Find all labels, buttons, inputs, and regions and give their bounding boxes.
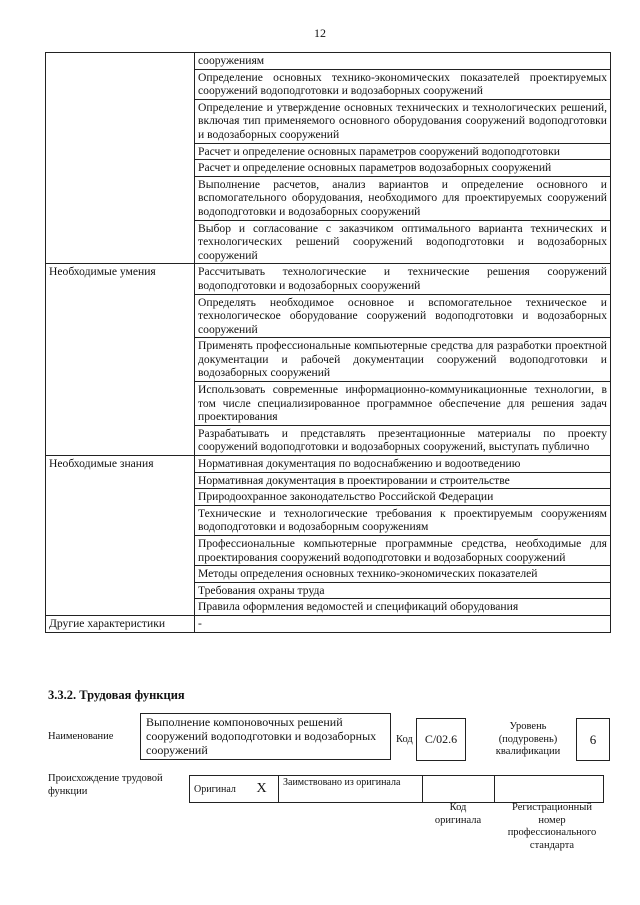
- page-number: 12: [314, 26, 326, 40]
- row-value: Рассчитывать технологические и технические решения сооружений водоподготовки и водозаборных сооружений: [195, 264, 611, 294]
- reg-number-label: Регистрационный номер профессионального стандарта: [507, 802, 597, 851]
- code-value: С/02.6: [416, 718, 466, 761]
- row-value: сооружениям: [195, 53, 611, 70]
- code-original-label: Код оригинала: [434, 802, 482, 826]
- row-label: Другие характеристики: [46, 615, 195, 632]
- row-value: Выполнение расчетов, анализ вариантов и определение основного и вспомогательного оборудования, необходимого для проектируемых сооружений водоподготовки и водозаборных сооружений: [195, 176, 611, 220]
- row-value: Технические и технологические требования к проектируемым сооружениям водоподготовки и водозаборным сооружениям: [195, 505, 611, 535]
- original-mark: X: [245, 776, 279, 803]
- row-label: [46, 53, 195, 264]
- section-title: 3.3.2. Трудовая функция: [48, 688, 185, 702]
- table-row: [46, 615, 611, 632]
- row-value: Правила оформления ведомостей и спецификаций оборудования: [195, 599, 611, 616]
- original-label: Оригинал: [190, 776, 246, 803]
- table-row: [46, 456, 611, 473]
- row-value: -: [195, 615, 611, 632]
- row-value: Определять необходимое основное и вспомогательное техническое и технологическое оборудование сооружений водоподготовки и водозаборных сооружений: [195, 294, 611, 338]
- name-label: Наименование: [48, 731, 114, 742]
- function-name: Выполнение компоновочных решений сооружений водоподготовки и водозаборных сооружений: [140, 713, 391, 760]
- code-label: Код: [396, 734, 413, 745]
- row-value: Выбор и согласование с заказчиком оптимального варианта технических и технологических решений сооружений водоподготовки и водозаборных сооружений: [195, 220, 611, 264]
- row-value: Нормативная документация по водоснабжению и водоотведению: [195, 456, 611, 473]
- origin-label: Происхождение трудовой функции: [48, 773, 163, 797]
- row-value: Методы определения основных технико-экономических показателей: [195, 566, 611, 583]
- row-value: Определение основных технико-экономических показателей проектируемых сооружений водоподготовки и водозаборных сооружений: [195, 69, 611, 99]
- row-value: Разрабатывать и представлять презентационные материалы по проекту сооружений водоподготовки и водозаборных сооружений, выступать публично: [195, 425, 611, 455]
- reg-number-cell: [495, 776, 604, 803]
- table-row: [46, 264, 611, 294]
- row-value: Природоохранное законодательство Российской Федерации: [195, 489, 611, 506]
- row-value: Требования охраны труда: [195, 582, 611, 599]
- row-value: Расчет и определение основных параметров водозаборных сооружений: [195, 160, 611, 177]
- row-value: Профессиональные компьютерные программные средства, необходимые для проектирования сооружений водоподготовки и водозаборных сооружений: [195, 536, 611, 566]
- row-value: Использовать современные информационно-коммуникационные технологии, в том числе специализированное программное обеспечение для решения задач проектирования: [195, 382, 611, 426]
- origin-table: [189, 775, 604, 803]
- table-row: [46, 53, 611, 70]
- row-value: Применять профессиональные компьютерные средства для разработки проектной документации и рабочей документации сооружений водоподготовки и водозаборных сооружений: [195, 338, 611, 382]
- row-label: Необходимые умения: [46, 264, 195, 456]
- row-label: Необходимые знания: [46, 456, 195, 616]
- level-value: 6: [576, 718, 610, 761]
- row-value: Нормативная документация в проектировании и строительстве: [195, 472, 611, 489]
- level-label: Уровень (подуровень) квалификации: [495, 721, 561, 757]
- borrowed-label: Заимствовано из оригинала: [279, 776, 423, 803]
- row-value: Расчет и определение основных параметров сооружений водоподготовки: [195, 143, 611, 160]
- code-original-cell: [423, 776, 495, 803]
- skills-table: [45, 52, 611, 633]
- row-value: Определение и утверждение основных технических и технологических решений, включая тип применяемого основного оборудования сооружений водоподготовки и водозаборных сооружений: [195, 99, 611, 143]
